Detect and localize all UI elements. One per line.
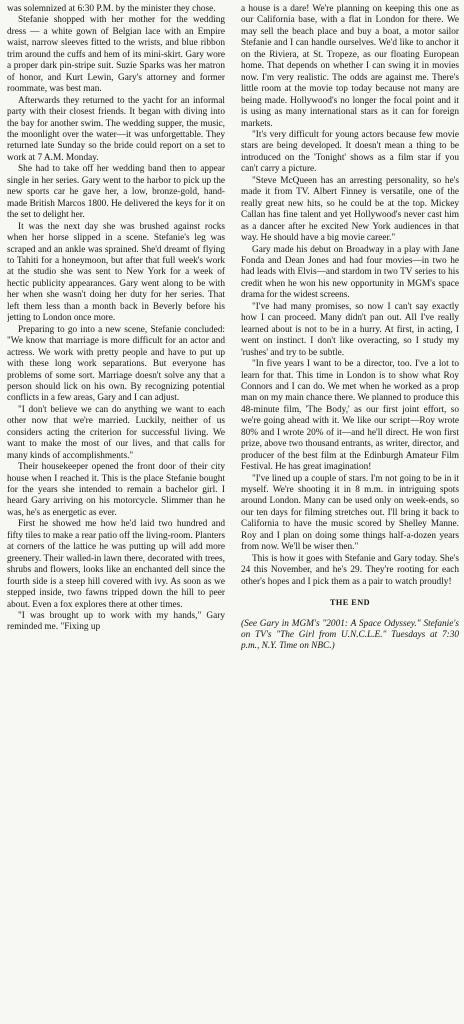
paragraph: Gary made his debut on Broadway in a play with Jane Fonda and Dean Jones and had four movies—in two he had leads with Elvis—and stardom in two TV series to his credit when he won his new opportunity in MGM's space drama for the widest screens. (241, 244, 459, 301)
paragraph: a house is a dare! We're planning on keeping this one as our California base, with a flat in London for there. We may sell the beach place and buy a boat, a motor sailor Stefanie and I can handle ourselves. We'd like to anchor it on the Riviera, at St. Tropeze, as our floating European home. That depends on whether I can swing it in movies now. I'm very realistic. The odds are against me. There's little room at the movie top today because not many are being made. Hollywood's no longer the focal point and it is using as many international stars as it can for foreign markets. (241, 4, 459, 129)
paragraph: Stefanie shopped with her mother for the wedding dress — a white gown of Belgian lace with an Empire waist, narrow sleeves fitted to the wrists, and blue ribbon trim around the cuffs and hem of its mini-skirt. Gary wore a proper dark pin-stripe suit. Suzie Sparks was her matron of honor, and Kurt Lewin, Gary's attorney and former roommate, was best man. (7, 15, 225, 95)
paragraph: "I don't believe we can do anything we want to each other now that we're married. Luckily, neither of us considers acting the criterion for successful living. We want to make the most of our lives, and that calls for many kinds of accomplishments." (7, 404, 225, 461)
paragraph: She had to take off her wedding band then to appear single in her series. Gary went to the harbor to pick up the new sports car he gave her, a low, bronze-gold, hand-made British Marcos 1800. He delivered the keys for it on the set to delight her. (7, 164, 225, 221)
paragraph: "I've lined up a couple of stars. I'm not going to be in it myself. We're shooting it in 8 m.m. in intriguing spots around London. Many can be used only on week-ends, so our ten days for filming stretches out. I'll bring it back to California to have the music scored by Shelley Manne. Roy and I plan on doing some things half-a-dozen years from now. We'll be wiser then." (241, 473, 459, 553)
paragraph: First he showed me how he'd laid two hundred and fifty tiles to make a rear patio off the living-room. Planters at corners of the lattice he was putting up will add more greenery. Their walled-in lawn there, decorated with trees, shrubs and flowers, looks like an enchanted dell since the fourth side is a steep hill covered with ivy. As soon as we stepped inside, two fawns tripped down the hill to peer about. Even a fox explores there at other times. (7, 519, 225, 610)
paragraph: Preparing to go into a new scene, Stefanie concluded: "We know that marriage is more difficult for an actor and actress. We work with pretty people and have to put up with these long work separations. But everyone has problems of some sort. Marriage doesn't solve any that a person should lick on his own. By recognizing potential conflicts in a few areas, Gary and I can adjust. (7, 324, 225, 404)
left-column (7, 4, 225, 1020)
paragraph: Their housekeeper opened the front door of their city house when I reached it. This is the place Stefanie bought for the years she intended to remain a bachelor girl. I heard Gary arriving on his motorcycle. Slimmer than he was, he's as energetic as ever. (7, 462, 225, 518)
right-column (241, 4, 459, 1020)
paragraph: "I've had many promises, so now I can't say exactly how I can proceed. Many didn't pan out. All I've really learned about is not to be in a hurry. At first, in acting, I went on instinct. I don't like overacting, so I study my 'rushes' and try to be subtle. (241, 301, 459, 358)
paragraph: Afterwards they returned to the yacht for an informal party with their closest friends. It began with diving into the bay for another swim. The wedding supper, the music, the moonlight over the water—it was unforgettable. They returned late Sunday so the bride could report on a set to work at 7 A.M. Monday. (7, 95, 225, 163)
article-columns (7, 4, 459, 1020)
the-end-label: THE END (329, 598, 371, 608)
paragraph: "In five years I want to be a director, too. I've a lot to learn for that. This time in London is to show what Roy Connors and I can do. We met when he worked as a prop man on my main chance there. We planned to produce this 48-minute film, 'The Body,' as our first joint effort, so we're going ahead with it. We like our script—Roy wrote 80% and I wrote 20% of it—and he'll direct. He won first prize, above two thousand entrants, as writer, director, and producer of the best film at the Edinburgh Amateur Film Festival. He has great imagination! (241, 359, 459, 473)
paragraph: "Steve McQueen has an arresting personality, so he's made it from TV. Albert Finney is versatile, one of the really great new hits, so he could be at the top. Mickey Callan has fine talent and yet Hollywood's never cast him as a dancer after he excited New York audiences in that way. He should have a big movie career." (241, 175, 459, 244)
paragraph: This is how it goes with Stefanie and Gary today. She's 24 this November, and he's 29. They're rooting for each other's hopes and I pick them as a pair to watch proudly! (241, 553, 459, 587)
paragraph: "I was brought up to work with my hands," Gary reminded me. "Fixing up (7, 611, 225, 633)
credit-note: (See Gary in MGM's "2001: A Space Odyssey." Stefanie's on TV's "The Girl from U.N.C.L.E." Tuesdays at 7:30 p.m., N.Y. Time on NBC.) (241, 618, 459, 652)
paragraph: "It's very difficult for young actors because few movie stars are being developed. It doesn't mean a thing to be introduced on the 'Tonight' shows as a film star if you can't carry a picture. (241, 129, 459, 175)
paragraph: It was the next day she was brushed against rocks when her horse slipped in a scene. Stefanie's leg was scraped and an ankle was sprained. She'd dreamt of flying to Tahiti for a honeymoon, but after that full week's work at the studio she was sent to New York for a week of hectic publicity appearances. Gary went along to be with her when she wasn't doing her duty for her series. That left them less than a month back in Beverly before his jetting to London once more. (7, 221, 225, 324)
paragraph: was solemnized at 6:30 P.M. by the minister they chose. (7, 4, 216, 14)
